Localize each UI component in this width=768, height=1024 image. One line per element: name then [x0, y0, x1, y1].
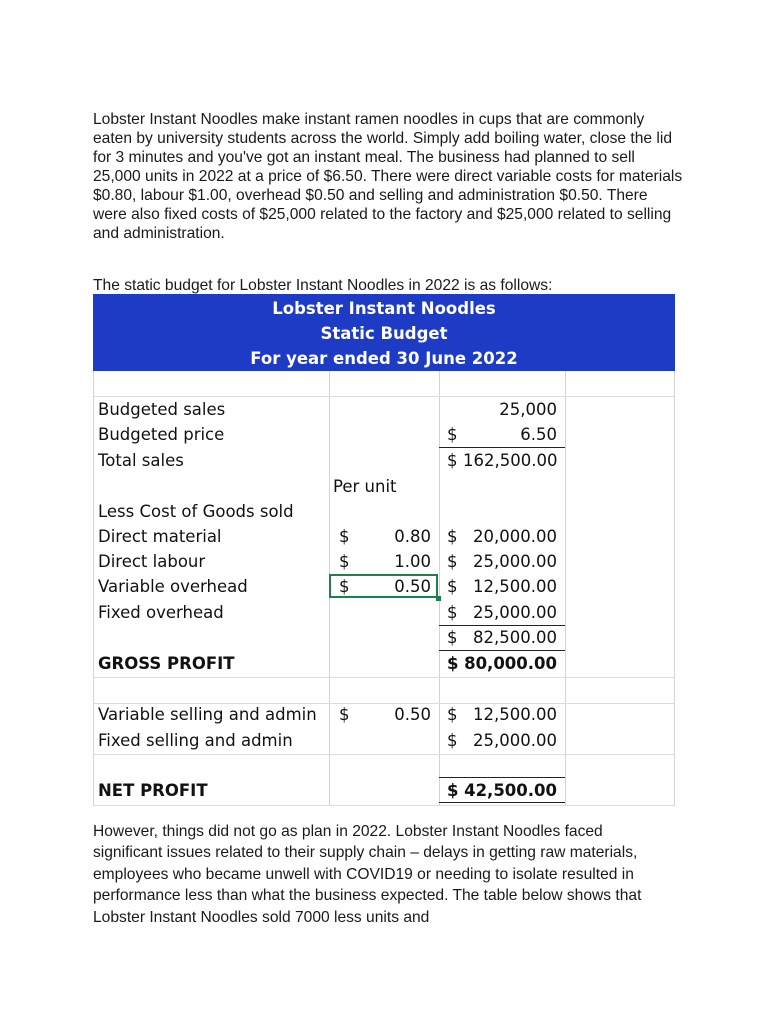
- fixed-selling-total: 25,000.00: [473, 731, 557, 750]
- row-label-direct-labour: Direct labour: [98, 552, 206, 571]
- currency-symbol: $: [447, 425, 458, 444]
- fixed-overhead-total: 25,000.00: [473, 603, 557, 622]
- static-budget-table: [93, 294, 675, 806]
- cogs-total: 82,500.00: [473, 628, 557, 647]
- variable-selling-total: 12,500.00: [473, 705, 557, 724]
- currency-symbol: $: [447, 603, 458, 622]
- row-label-direct-material: Direct material: [98, 527, 222, 546]
- fill-handle[interactable]: [436, 596, 441, 601]
- currency-symbol: $: [447, 731, 458, 750]
- row-label-fixed-selling: Fixed selling and admin: [98, 731, 293, 750]
- row-label-gross-profit: GROSS PROFIT: [98, 654, 235, 673]
- lead-in-text: The static budget for Lobster Instant Noodles in 2022 is as follows:: [93, 277, 553, 294]
- currency-symbol: $: [447, 781, 459, 800]
- selected-cell-outline[interactable]: [329, 574, 438, 598]
- currency-symbol: $: [447, 654, 459, 673]
- variable-overhead-total: 12,500.00: [473, 577, 557, 596]
- row-label-net-profit: NET PROFIT: [98, 781, 208, 800]
- currency-symbol: $: [447, 705, 458, 724]
- grid-line: [439, 371, 440, 806]
- row-label-budgeted-sales: Budgeted sales: [98, 400, 226, 419]
- budget-title: Lobster Instant Noodles: [272, 299, 496, 318]
- grid-line: [674, 371, 675, 806]
- currency-symbol: $: [447, 577, 458, 596]
- currency-symbol: $: [339, 705, 350, 724]
- budget-header: [93, 294, 675, 371]
- currency-symbol: $: [447, 527, 458, 546]
- direct-labour-total: 25,000.00: [473, 552, 557, 571]
- grid-line: [93, 805, 675, 806]
- currency-symbol: $: [339, 552, 350, 571]
- currency-symbol: $: [447, 451, 458, 470]
- budgeted-price-value: 6.50: [520, 425, 557, 444]
- budget-period: For year ended 30 June 2022: [250, 349, 518, 368]
- net-profit-total: 42,500.00: [464, 781, 557, 800]
- row-label-budgeted-price: Budgeted price: [98, 425, 225, 444]
- budgeted-sales-value: 25,000: [499, 400, 557, 419]
- currency-symbol: $: [447, 552, 458, 571]
- grid-line: [565, 371, 566, 806]
- per-unit-header: Per unit: [333, 477, 397, 496]
- budget-subtitle: Static Budget: [320, 324, 448, 343]
- row-label-total-sales: Total sales: [98, 451, 184, 470]
- intro-paragraph: Lobster Instant Noodles make instant ramen noodles in cups that are commonly eaten by university students across the world. Simply add boiling water, close the lid for 3 minutes and you've got an instant meal. The business had planned to sell 25,000 units in 2022 at a price of $6.50. There were direct variable costs for materials $0.80, labour $1.00, overhead $0.50 and selling and administration $0.50. There were also fixed costs of $25,000 related to the factory and $25,000 related to selling and administration.: [93, 111, 683, 242]
- total-sales-value: 162,500.00: [463, 451, 558, 470]
- direct-labour-unit: 1.00: [394, 552, 431, 571]
- direct-material-unit: 0.80: [394, 527, 431, 546]
- currency-symbol: $: [447, 628, 458, 647]
- grid-line: [93, 677, 675, 678]
- grid-line: [93, 371, 94, 806]
- variable-overhead-unit: 0.50: [394, 577, 431, 596]
- direct-material-total: 20,000.00: [473, 527, 557, 546]
- row-label-less-cogs: Less Cost of Goods sold: [98, 502, 294, 521]
- currency-symbol: $: [339, 577, 350, 596]
- closing-paragraph: However, things did not go as plan in 2022. Lobster Instant Noodles faced significant issues related to their supply chain – delays in getting raw materials, employees who became unwell with COVID19 or needing to isolate resulted in performance less than what the business expected. The table below shows that Lobster Instant Noodles sold 7000 less units and: [93, 823, 642, 926]
- row-label-variable-selling: Variable selling and admin: [98, 705, 317, 724]
- currency-symbol: $: [339, 527, 350, 546]
- row-label-variable-overhead: Variable overhead: [98, 577, 248, 596]
- gross-profit-total: 80,000.00: [464, 654, 557, 673]
- row-label-fixed-overhead: Fixed overhead: [98, 603, 224, 622]
- grid-line: [93, 754, 675, 755]
- variable-selling-unit: 0.50: [394, 705, 431, 724]
